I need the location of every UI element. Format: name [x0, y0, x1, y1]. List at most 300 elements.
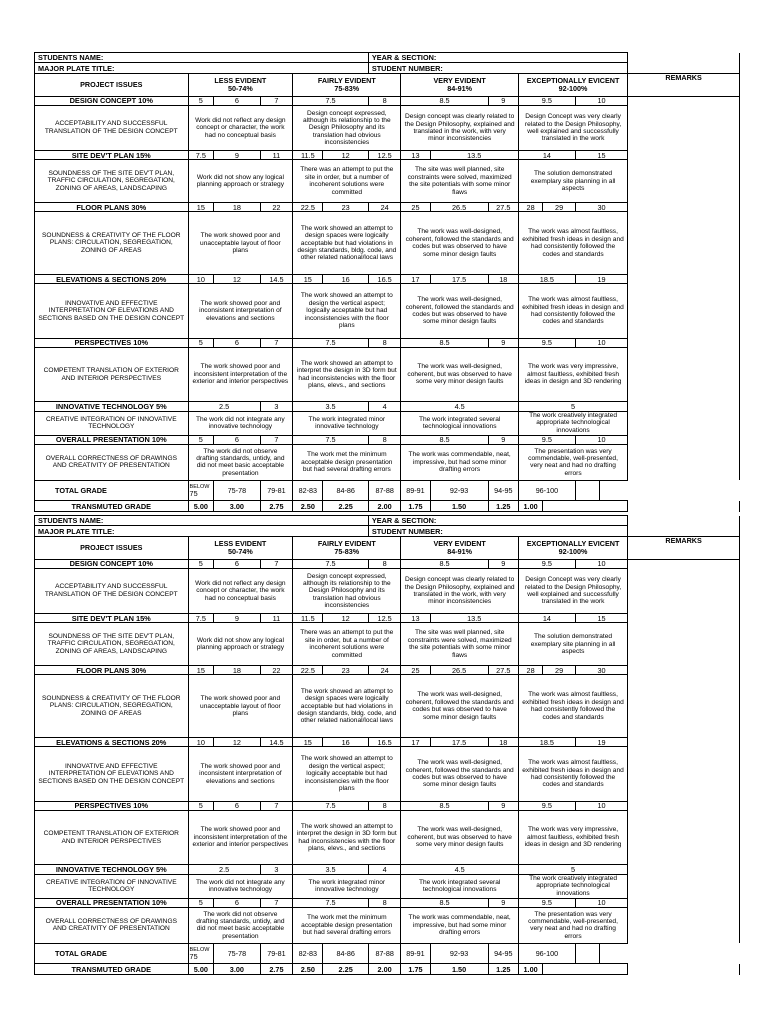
remarks-blank	[628, 865, 740, 874]
criterion-text: OVERALL CORRECTNESS OF DRAWINGS AND CREATIVITY OF PRESENTATION	[35, 908, 189, 943]
remarks-blank	[628, 675, 740, 738]
score-cell[interactable]: 9.5	[518, 559, 575, 568]
transmuted-grade-cell: 5.00	[188, 501, 214, 512]
descriptor-fairly-evident: The work integrated minor innovative technology	[293, 874, 401, 898]
score-cell[interactable]: 14	[518, 150, 575, 159]
score-cell[interactable]: 4	[368, 865, 401, 874]
transmuted-grade-cell: 3.00	[214, 501, 261, 512]
remarks-blank	[628, 203, 740, 212]
descriptor-fairly-evident: The work integrated minor innovative technology	[293, 411, 401, 435]
descriptor-exceptionally-evident: The work was almost faultless, exhibited fresh ideas in design and had consistently followed the codes and standards	[518, 747, 627, 801]
score-cell[interactable]: 15	[293, 275, 323, 284]
rubric-table	[34, 515, 740, 975]
score-cell[interactable]: 10	[575, 898, 627, 907]
major-plate-title-field[interactable]: MAJOR PLATE TITLE:	[35, 526, 369, 536]
section-title: OVERALL PRESENTATION 10%	[35, 898, 189, 907]
descriptor-very-evident: The work was well-designed, coherent, followed the standards and codes but was observed to have some minor design faults	[401, 212, 518, 275]
score-cell[interactable]: 3.5	[293, 402, 369, 411]
score-cell[interactable]: 13	[401, 613, 430, 622]
score-cell[interactable]: 11.5	[293, 613, 323, 622]
year-section-field[interactable]: YEAR & SECTION:	[368, 53, 627, 63]
descriptor-fairly-evident: There was an attempt to put the site in order, but a number of incoherent solutions were committed	[293, 623, 401, 666]
descriptor-less-evident: The work did not observe drafting standards, untidy, and did not meet basic acceptable presentation	[188, 908, 293, 943]
major-plate-title-field[interactable]: MAJOR PLATE TITLE:	[35, 63, 369, 73]
level-label: LESS EVIDENT	[214, 538, 267, 548]
score-cell[interactable]: 5	[188, 898, 214, 907]
remarks-blank	[628, 666, 740, 675]
score-cell[interactable]: 8	[368, 559, 401, 568]
descriptor-less-evident: The work showed poor and inconsistent interpretation of elevations and sections	[188, 284, 293, 338]
score-cell[interactable]: 6	[214, 338, 261, 347]
level-label: LESS EVIDENT	[214, 75, 267, 85]
transmuted-grade-cell: 5.00	[188, 964, 214, 975]
total-grade-label	[35, 943, 189, 964]
score-cell[interactable]: 8.5	[401, 559, 488, 568]
descriptor-fairly-evident: The work showed an attempt to design spaces were logically acceptable but had violations in design standards, bldg. code, and other related national/local laws	[293, 212, 401, 275]
score-cell[interactable]: 9	[488, 338, 518, 347]
descriptor-exceptionally-evident: The work creatively integrated appropriate technological innovations	[518, 411, 627, 435]
descriptor-less-evident: The work did not integrate any innovative technology	[188, 874, 293, 898]
transmuted-grade-cell: 2.00	[368, 964, 401, 975]
section-title: SITE DEV'T PLAN 15%	[35, 150, 189, 159]
section-title: SITE DEV'T PLAN 15%	[35, 613, 189, 622]
score-cell[interactable]: 25	[401, 203, 430, 212]
criterion-text: COMPETENT TRANSLATION OF EXTERIOR AND INTERIOR PERSPECTIVES	[35, 347, 189, 401]
score-cell[interactable]: 8.5	[401, 435, 488, 444]
score-cell[interactable]: 9	[488, 559, 518, 568]
level-label: VERY EVIDENT	[433, 75, 486, 85]
below-75-cell	[188, 943, 214, 964]
below-value: 75	[189, 951, 198, 961]
score-cell[interactable]: 27.5	[488, 203, 518, 212]
level-header-3	[518, 536, 627, 559]
score-cell[interactable]: 10	[575, 96, 627, 105]
grade-range-cell: 84-86	[323, 480, 368, 501]
section-title: INNOVATIVE TECHNOLOGY 5%	[35, 402, 189, 411]
score-cell[interactable]: 8.5	[401, 96, 488, 105]
transmuted-grade-cell: 1.50	[430, 501, 488, 512]
descriptor-exceptionally-evident: Design Concept was very clearly related to the Design Philosophy, well explained and successfully translated in the work	[518, 569, 627, 614]
score-cell[interactable]: 10	[575, 559, 627, 568]
score-cell[interactable]: 7	[260, 338, 293, 347]
score-cell[interactable]: 26.5	[430, 203, 488, 212]
level-range: 75-83%	[334, 83, 360, 93]
grade-range-cell: 94-95	[488, 943, 518, 964]
below-75-cell	[188, 480, 214, 501]
grade-range-cell: 75-78	[214, 943, 261, 964]
descriptor-less-evident: The work showed poor and inconsistent interpretation of the exterior and interior perspectives	[188, 347, 293, 401]
score-cell[interactable]: 5	[188, 801, 214, 810]
remarks-blank	[628, 874, 740, 898]
remarks-blank	[628, 411, 740, 435]
score-cell[interactable]: 25	[401, 666, 430, 675]
descriptor-fairly-evident: Design concept expressed, although its relationship to the Design Philosophy and its translation had obvious inconsistencies	[293, 106, 401, 151]
score-cell[interactable]: 13.5	[430, 150, 518, 159]
level-range: 92-100%	[558, 546, 588, 556]
transmuted-blank	[543, 964, 628, 975]
score-cell[interactable]: 4	[368, 402, 401, 411]
score-cell[interactable]: 18	[214, 666, 261, 675]
score-cell[interactable]: 7.5	[293, 559, 369, 568]
score-cell[interactable]: 7	[260, 559, 293, 568]
score-cell[interactable]: 5	[188, 96, 214, 105]
score-cell[interactable]: 7.5	[293, 338, 369, 347]
transmuted-grade-cell: 2.50	[293, 501, 323, 512]
score-cell[interactable]: 7	[260, 898, 293, 907]
total-grade-label	[35, 480, 189, 501]
score-cell[interactable]: 24	[368, 203, 401, 212]
level-header-3	[518, 73, 627, 96]
student-number-field[interactable]: STUDENT NUMBER:	[368, 63, 627, 73]
level-header-2	[401, 73, 518, 96]
student-number-field[interactable]: STUDENT NUMBER:	[368, 526, 627, 536]
score-cell[interactable]: 10	[188, 738, 214, 747]
score-cell[interactable]: 16.5	[368, 738, 401, 747]
remarks-blank	[628, 63, 740, 73]
score-cell[interactable]: 10	[575, 338, 627, 347]
transmuted-grade-cell: 2.00	[368, 501, 401, 512]
score-cell[interactable]: 11	[260, 613, 293, 622]
criterion-text: SOUNDNESS & CREATIVITY OF THE FLOOR PLANS: CIRCULATION, SEGREGATION, ZONING OF AREAS	[35, 212, 189, 275]
score-cell[interactable]: 18.5	[518, 738, 575, 747]
score-cell[interactable]: 6	[214, 96, 261, 105]
score-cell[interactable]: 6	[214, 435, 261, 444]
score-cell[interactable]: 8	[368, 898, 401, 907]
remarks-blank	[628, 747, 740, 801]
criterion-text: ACCEPTABILITY AND SUCCESSFUL TRANSLATION OF THE DESIGN CONCEPT	[35, 569, 189, 614]
score-cell[interactable]: 9	[488, 801, 518, 810]
descriptor-exceptionally-evident: The solution demonstrated exemplary site planning in all aspects	[518, 160, 627, 203]
descriptor-very-evident: The work was commendable, neat, impressive, but had some minor drafting errors	[401, 908, 518, 943]
score-cell[interactable]: 7.5	[293, 435, 369, 444]
grade-range-cell: 79-81	[260, 480, 293, 501]
score-cell[interactable]: 10	[188, 275, 214, 284]
level-label: VERY EVIDENT	[433, 538, 486, 548]
remarks-blank	[628, 738, 740, 747]
remarks-blank	[628, 964, 740, 975]
section-title: PERSPECTIVES 10%	[35, 338, 189, 347]
descriptor-very-evident: The work was well-designed, coherent, but was observed to have some very minor design faults	[401, 347, 518, 401]
grade-range-cell: 96-100	[518, 943, 575, 964]
grade-range-cell: 87-88	[368, 943, 401, 964]
score-cell[interactable]: 18	[488, 275, 518, 284]
score-cell[interactable]: 3.5	[293, 865, 369, 874]
score-cell[interactable]: 9	[488, 435, 518, 444]
score-cell[interactable]: 23	[323, 203, 368, 212]
score-cell[interactable]: 16.5	[368, 275, 401, 284]
level-header-0	[188, 536, 293, 559]
score-cell[interactable]: 22.5	[293, 666, 323, 675]
score-cell[interactable]: 7.5	[188, 150, 214, 159]
remarks-blank	[628, 435, 740, 444]
remarks-blank	[628, 810, 740, 864]
rubric-table	[34, 52, 740, 512]
score-cell[interactable]: 17.5	[430, 275, 488, 284]
transmuted-grade-cell: 1.50	[430, 964, 488, 975]
grade-range-cell: 96-100	[518, 480, 575, 501]
score-cell[interactable]: 22	[260, 666, 293, 675]
remarks-blank	[628, 212, 740, 275]
score-cell[interactable]: 3	[260, 402, 293, 411]
section-title: OVERALL PRESENTATION 10%	[35, 435, 189, 444]
transmuted-grade-cell: 2.25	[323, 501, 368, 512]
remarks-blank	[575, 480, 599, 501]
descriptor-less-evident: The work showed poor and unacceptable layout of floor plans	[188, 212, 293, 275]
score-cell[interactable]: 2.5	[188, 865, 260, 874]
score-cell[interactable]: 11	[260, 150, 293, 159]
score-cell[interactable]: 8	[368, 801, 401, 810]
project-issues-header: PROJECT ISSUES	[35, 536, 189, 559]
section-title: PERSPECTIVES 10%	[35, 801, 189, 810]
descriptor-less-evident: The work did not observe drafting standards, untidy, and did not meet basic acceptable presentation	[188, 445, 293, 480]
remarks-blank	[628, 96, 740, 105]
score-cell[interactable]: 12	[214, 275, 261, 284]
descriptor-exceptionally-evident: The work creatively integrated appropriate technological innovations	[518, 874, 627, 898]
remarks-blank	[628, 569, 740, 614]
score-cell[interactable]: 7.5	[293, 801, 369, 810]
score-cell[interactable]: 19	[575, 738, 627, 747]
score-cell[interactable]: 6	[214, 898, 261, 907]
score-cell[interactable]: 9.5	[518, 898, 575, 907]
level-header-0	[188, 73, 293, 96]
section-title: INNOVATIVE TECHNOLOGY 5%	[35, 865, 189, 874]
remarks-blank	[628, 516, 740, 526]
remarks-blank	[628, 559, 740, 568]
total-grade-text: TOTAL GRADE	[55, 485, 107, 495]
score-cell[interactable]: 8.5	[401, 801, 488, 810]
score-cell[interactable]: 9.5	[518, 338, 575, 347]
score-cell[interactable]: 22	[260, 203, 293, 212]
descriptor-very-evident: The work integrated several technological innovations	[401, 874, 518, 898]
grade-range-cell: 94-95	[488, 480, 518, 501]
score-cell[interactable]: 29	[543, 203, 576, 212]
score-cell[interactable]: 9	[214, 150, 261, 159]
score-cell[interactable]: 9	[214, 613, 261, 622]
grade-range-cell: 87-88	[368, 480, 401, 501]
descriptor-less-evident: Work did not reflect any design concept or character, the work had no conceptual basis	[188, 569, 293, 614]
score-cell[interactable]: 8	[368, 96, 401, 105]
descriptor-exceptionally-evident: The presentation was very commendable, well-presented, very neat and had no drafting errors	[518, 908, 627, 943]
transmuted-grade-cell: 1.25	[488, 964, 518, 975]
descriptor-very-evident: The work was well-designed, coherent, followed the standards and codes but was observed to have some minor design faults	[401, 675, 518, 738]
remarks-blank	[628, 160, 740, 203]
score-cell[interactable]: 5	[188, 338, 214, 347]
score-cell[interactable]: 14	[518, 613, 575, 622]
section-title: FLOOR PLANS 30%	[35, 666, 189, 675]
score-cell[interactable]: 9	[488, 898, 518, 907]
score-cell[interactable]: 9	[488, 96, 518, 105]
score-cell[interactable]: 8	[368, 435, 401, 444]
score-cell[interactable]: 12.5	[368, 150, 401, 159]
remarks-blank	[628, 347, 740, 401]
criterion-text: INNOVATIVE AND EFFECTIVE INTERPRETATION OF ELEVATIONS AND SECTIONS BASED ON THE DESIGN CONCEPT	[35, 284, 189, 338]
descriptor-very-evident: The work was well-designed, coherent, followed the standards and codes but was observed to have some minor design faults	[401, 747, 518, 801]
transmuted-blank	[543, 501, 628, 512]
score-cell[interactable]: 11.5	[293, 150, 323, 159]
criterion-text: SOUNDNESS OF THE SITE DEV'T PLAN, TRAFFIC CIRCULATION, SEGREGATION, ZONING OF AREAS, LANDSCAPING	[35, 160, 189, 203]
score-cell[interactable]: 30	[575, 203, 627, 212]
score-cell[interactable]: 8.5	[401, 898, 488, 907]
score-cell[interactable]: 29	[543, 666, 576, 675]
transmuted-grade-cell: 1.25	[488, 501, 518, 512]
transmuted-grade-cell: 2.25	[323, 964, 368, 975]
grade-range-cell: 75-78	[214, 480, 261, 501]
descriptor-fairly-evident: There was an attempt to put the site in order, but a number of incoherent solutions were committed	[293, 160, 401, 203]
score-cell[interactable]: 13	[401, 150, 430, 159]
descriptor-fairly-evident: The work showed an attempt to interpret the design in 3D form but had inconsistencies with the floor plans, elevs., and sections	[293, 347, 401, 401]
score-cell[interactable]: 15	[188, 666, 214, 675]
remarks-blank	[628, 526, 740, 536]
descriptor-fairly-evident: The work showed an attempt to design the vertical aspect; logically acceptable but had inconsistencies with the floor plans	[293, 747, 401, 801]
level-label: EXCEPTIONALLY EVICENT	[526, 75, 620, 85]
level-range: 50-74%	[227, 546, 253, 556]
descriptor-very-evident: Design concept was clearly related to the Design Philosophy, explained and translated in the work, with very minor inconsistencies	[401, 569, 518, 614]
score-cell[interactable]: 13.5	[430, 613, 518, 622]
transmuted-grade-cell: 3.00	[214, 964, 261, 975]
score-cell[interactable]: 4.5	[401, 865, 518, 874]
level-range: 92-100%	[558, 83, 588, 93]
year-section-field[interactable]: YEAR & SECTION:	[368, 516, 627, 526]
score-cell[interactable]: 5	[518, 402, 627, 411]
score-cell[interactable]: 17.5	[430, 738, 488, 747]
descriptor-exceptionally-evident: The work was very impressive, almost faultless, exhibited fresh ideas in design and 3D rendering	[518, 810, 627, 864]
score-cell[interactable]: 2.5	[188, 402, 260, 411]
remarks-blank	[575, 943, 599, 964]
score-cell[interactable]: 24	[368, 666, 401, 675]
score-cell[interactable]: 8.5	[401, 338, 488, 347]
score-cell[interactable]: 27.5	[488, 666, 518, 675]
criterion-text: COMPETENT TRANSLATION OF EXTERIOR AND INTERIOR PERSPECTIVES	[35, 810, 189, 864]
total-grade-text: TOTAL GRADE	[55, 948, 107, 958]
descriptor-less-evident: The work showed poor and inconsistent interpretation of the exterior and interior perspectives	[188, 810, 293, 864]
descriptor-fairly-evident: The work met the minimum acceptable design presentation but had several drafting errors	[293, 908, 401, 943]
score-cell[interactable]: 12	[323, 613, 368, 622]
score-cell[interactable]: 5	[188, 559, 214, 568]
score-cell[interactable]: 23	[323, 666, 368, 675]
score-cell[interactable]: 18	[214, 203, 261, 212]
score-cell[interactable]: 22.5	[293, 203, 323, 212]
score-cell[interactable]: 14.5	[260, 738, 293, 747]
level-label: FAIRLY EVIDENT	[317, 75, 376, 85]
transmuted-grade-label: TRANSMUTED GRADE	[35, 964, 189, 975]
descriptor-exceptionally-evident: Design Concept was very clearly related to the Design Philosophy, well explained and successfully translated in the work	[518, 106, 627, 151]
descriptor-exceptionally-evident: The work was almost faultless, exhibited fresh ideas in design and had consistently followed the codes and standards	[518, 212, 627, 275]
remarks-blank	[628, 898, 740, 907]
score-cell[interactable]: 30	[575, 666, 627, 675]
score-cell[interactable]: 7	[260, 96, 293, 105]
grade-range-cell: 79-81	[260, 943, 293, 964]
remarks-header: REMARKS	[628, 536, 740, 559]
score-cell[interactable]: 19	[575, 275, 627, 284]
remarks-blank	[628, 908, 740, 943]
score-cell[interactable]: 28	[518, 666, 542, 675]
descriptor-less-evident: Work did not show any logical planning approach or strategy	[188, 623, 293, 666]
score-cell[interactable]: 17	[401, 275, 430, 284]
grade-range-cell: 84-86	[323, 943, 368, 964]
score-cell[interactable]: 7.5	[293, 96, 369, 105]
remarks-blank	[628, 402, 740, 411]
level-range: 84-91%	[447, 83, 473, 93]
criterion-text: OVERALL CORRECTNESS OF DRAWINGS AND CREATIVITY OF PRESENTATION	[35, 445, 189, 480]
score-cell[interactable]: 12.5	[368, 613, 401, 622]
transmuted-grade-cell: 2.75	[260, 964, 293, 975]
score-cell[interactable]: 3	[260, 865, 293, 874]
score-cell[interactable]: 5	[188, 435, 214, 444]
score-cell[interactable]: 16	[323, 275, 368, 284]
descriptor-very-evident: The work was well-designed, coherent, but was observed to have some very minor design faults	[401, 810, 518, 864]
score-cell[interactable]: 18	[488, 738, 518, 747]
below-label: BELOW	[189, 483, 210, 490]
remarks-blank	[628, 275, 740, 284]
descriptor-exceptionally-evident: The solution demonstrated exemplary site planning in all aspects	[518, 623, 627, 666]
score-cell[interactable]: 15	[575, 150, 627, 159]
remarks-blank	[628, 150, 740, 159]
score-cell[interactable]: 7	[260, 435, 293, 444]
transmuted-grade-label: TRANSMUTED GRADE	[35, 501, 189, 512]
score-cell[interactable]: 14.5	[260, 275, 293, 284]
descriptor-less-evident: The work showed poor and inconsistent interpretation of elevations and sections	[188, 747, 293, 801]
remarks-blank	[628, 801, 740, 810]
students-name-field[interactable]: STUDENTS NAME:	[35, 516, 369, 526]
level-label: FAIRLY EVIDENT	[317, 538, 376, 548]
score-cell[interactable]: 15	[293, 738, 323, 747]
descriptor-less-evident: Work did not reflect any design concept or character, the work had no conceptual basis	[188, 106, 293, 151]
remarks-blank	[628, 53, 740, 63]
grade-range-cell: 89-91	[401, 480, 430, 501]
score-cell[interactable]: 26.5	[430, 666, 488, 675]
criterion-text: INNOVATIVE AND EFFECTIVE INTERPRETATION OF ELEVATIONS AND SECTIONS BASED ON THE DESIGN CONCEPT	[35, 747, 189, 801]
remarks-header: REMARKS	[628, 73, 740, 96]
score-cell[interactable]: 8	[368, 338, 401, 347]
score-cell[interactable]: 7	[260, 801, 293, 810]
descriptor-less-evident: The work did not integrate any innovative technology	[188, 411, 293, 435]
score-cell[interactable]: 12	[323, 150, 368, 159]
score-cell[interactable]: 9.5	[518, 96, 575, 105]
section-title: ELEVATIONS & SECTIONS 20%	[35, 275, 189, 284]
descriptor-less-evident: Work did not show any logical planning approach or strategy	[188, 160, 293, 203]
criterion-text: ACCEPTABILITY AND SUCCESSFUL TRANSLATION OF THE DESIGN CONCEPT	[35, 106, 189, 151]
score-cell[interactable]: 6	[214, 559, 261, 568]
remarks-blank	[628, 623, 740, 666]
score-cell[interactable]: 7.5	[293, 898, 369, 907]
score-cell[interactable]: 10	[575, 435, 627, 444]
descriptor-exceptionally-evident: The work was almost faultless, exhibited fresh ideas in design and had consistently followed the codes and standards	[518, 284, 627, 338]
level-header-1	[293, 73, 401, 96]
score-cell[interactable]: 6	[214, 801, 261, 810]
remarks-blank	[628, 106, 740, 151]
descriptor-exceptionally-evident: The presentation was very commendable, well-presented, very neat and had no drafting errors	[518, 445, 627, 480]
score-cell[interactable]: 10	[575, 801, 627, 810]
score-cell[interactable]: 12	[214, 738, 261, 747]
descriptor-very-evident: The site was well planned, site constraints were solved, maximized the site potentials with some minor flaws	[401, 623, 518, 666]
score-cell[interactable]: 5	[518, 865, 627, 874]
score-cell[interactable]: 28	[518, 203, 542, 212]
level-label: EXCEPTIONALLY EVICENT	[526, 538, 620, 548]
score-cell[interactable]: 18.5	[518, 275, 575, 284]
score-cell[interactable]: 15	[575, 613, 627, 622]
score-cell[interactable]: 9.5	[518, 801, 575, 810]
score-cell[interactable]: 9.5	[518, 435, 575, 444]
score-cell[interactable]: 4.5	[401, 402, 518, 411]
score-cell[interactable]: 7.5	[188, 613, 214, 622]
score-cell[interactable]: 16	[323, 738, 368, 747]
descriptor-very-evident: The work was commendable, neat, impressive, but had some minor drafting errors	[401, 445, 518, 480]
score-cell[interactable]: 15	[188, 203, 214, 212]
project-issues-header: PROJECT ISSUES	[35, 73, 189, 96]
score-cell[interactable]: 17	[401, 738, 430, 747]
students-name-field[interactable]: STUDENTS NAME:	[35, 53, 369, 63]
section-title: DESIGN CONCEPT 10%	[35, 559, 189, 568]
